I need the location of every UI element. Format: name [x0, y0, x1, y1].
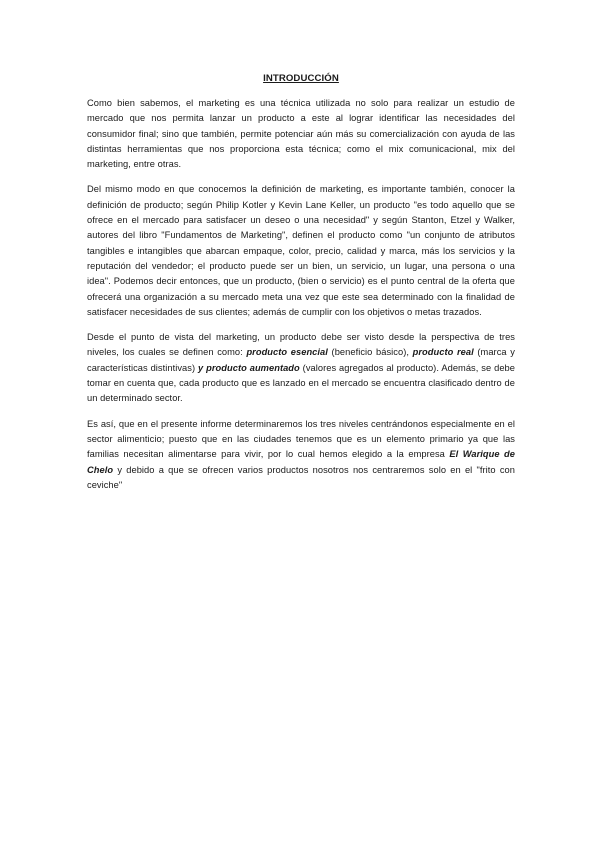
paragraph-1: Como bien sabemos, el marketing es una técnica utilizada no solo para realizar un estudio de mercado que nos permita lanzar un producto a este al lograr identificar las necesidades del consumidor final; sino que también, permite potenciar aún más su comercialización con ayuda de las distintas herramientas que nos proporciona esta técnica; como el mix comunicacional, mix del marketing, entre otras.	[87, 98, 515, 170]
product-level-real: producto real	[412, 347, 474, 358]
paragraph-4-text-1: Es así, que en el presente informe determinaremos los tres niveles centrándonos especialmente en el sector alimenticio; puesto que en las ciudades tenemos que es un elemento primario ya que las familias necesitan alimentarse para vivir, por lo cual hemos elegido a la empresa	[87, 418, 515, 460]
document-body	[87, 73, 515, 503]
paragraph-3-text-2: (beneficio básico),	[327, 347, 413, 358]
product-level-essential: producto esencial	[246, 347, 328, 358]
paragraph-2: Del mismo modo en que conocemos la definición de marketing, es importante también, conocer la definición de producto; según Philip Kotler y Kevin Lane Keller, un producto "es todo aquello que se ofrece en el mercado para satisfacer un deseo o una necesidad" y según Stanton, Etzel y Walker, autores del libro "Fundamentos de Marketing", definen el producto como "un conjunto de atributos tangibles e intangibles que abarcan empaque, color, precio, calidad y marca, más los servicios y la reputación del vendedor; el producto puede ser un bien, un servicio, un lugar, una persona o una idea". Podemos decir entonces, que un producto, (bien o servicio) es el punto central de la oferta que ofrecerá una organización a su mercado meta una vez que este sea determinado con la finalidad de satisfacer necesidades de sus clientes; además de cumplir con los objetivos o metas trazados.	[87, 184, 515, 317]
company-name: El Warique de Chelo	[87, 449, 515, 475]
product-level-augmented: y producto aumentado	[198, 362, 300, 373]
paragraph-3-text-1: Desde el punto de vista del marketing, un producto debe ser visto desde la perspectiva de tres niveles, los cuales se definen como:	[87, 332, 515, 358]
paragraph-3	[87, 330, 515, 406]
paragraph-3-text-4: (valores agregados al producto). Además, se debe tomar en cuenta que, cada producto que es lanzado en el mercado se encuentra clasificado dentro de un determinado sector.	[87, 362, 515, 404]
paragraph-4	[87, 417, 515, 493]
paragraph-3-text-3: (marca y características distintivas)	[87, 347, 515, 373]
page-title: INTRODUCCIÓN	[263, 73, 339, 84]
paragraph-4-text-2: y debido a que se ofrecen varios productos nosotros nos centraremos solo en el "frito con ceviche"	[87, 464, 515, 490]
